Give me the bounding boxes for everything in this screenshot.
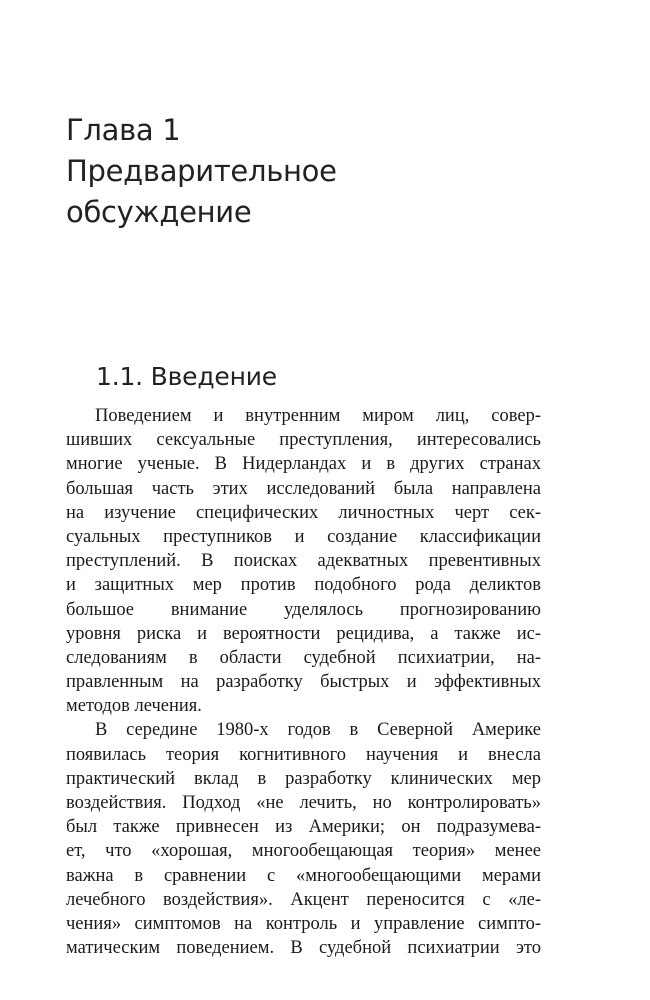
text-line: шивших сексуальные преступления, интересовались bbox=[66, 430, 541, 451]
text-line: ет, что «хорошая, многообещающая теория» менее bbox=[66, 841, 541, 862]
text-line: чения» симптомов на контроль и управление симпто- bbox=[66, 913, 541, 934]
body-text bbox=[66, 404, 541, 960]
text-line: был также привнесен из Америки; он подразумева- bbox=[66, 817, 541, 838]
text-line: В середине 1980-х годов в Северной Америке bbox=[95, 720, 541, 741]
text-line: методов лечения. bbox=[66, 696, 202, 717]
text-line: практический вклад в разработку клинических мер bbox=[66, 768, 541, 789]
text-line: важна в сравнении с «многообещающими мерами bbox=[66, 865, 541, 886]
text-line: большое внимание уделялось прогнозированию bbox=[66, 599, 541, 620]
paragraph bbox=[66, 404, 541, 718]
text-line: лечебного воздействия». Акцент переносится с «ле- bbox=[66, 889, 541, 910]
text-line: Поведением и внутренним миром лиц, совер- bbox=[95, 406, 541, 426]
text-line: правленным на разработку быстрых и эффективных bbox=[66, 672, 541, 693]
text-line: появилась теория когнитивного научения и внесла bbox=[66, 744, 541, 765]
text-line: многие ученые. В Нидерландах и в других странах bbox=[66, 454, 541, 475]
text-line: следованиям в области судебной психиатрии, на- bbox=[66, 647, 541, 668]
text-line: уровня риска и вероятности рецидива, а также ис- bbox=[66, 623, 541, 644]
text-line: суальных преступников и создание классификации bbox=[66, 526, 541, 547]
text-line: преступлений. В поисках адекватных превентивных bbox=[66, 551, 541, 572]
chapter-title-line: обсуждение bbox=[66, 195, 252, 229]
text-line: и защитных мер против подобного рода деликтов bbox=[66, 575, 541, 596]
section-title: 1.1. Введение bbox=[96, 362, 277, 391]
text-line: воздействия. Подход «не лечить, но контролировать» bbox=[66, 793, 541, 813]
text-line: большая часть этих исследований была направлена bbox=[66, 478, 541, 499]
paragraph bbox=[66, 718, 541, 960]
chapter-title bbox=[66, 110, 586, 233]
text-line: на изучение специфических личностных черт сек- bbox=[66, 502, 541, 523]
chapter-title-line: Предварительное bbox=[66, 154, 337, 188]
chapter-number: Глава 1 bbox=[66, 113, 181, 147]
text-line: матическим поведением. В судебной психиатрии это bbox=[66, 938, 541, 959]
